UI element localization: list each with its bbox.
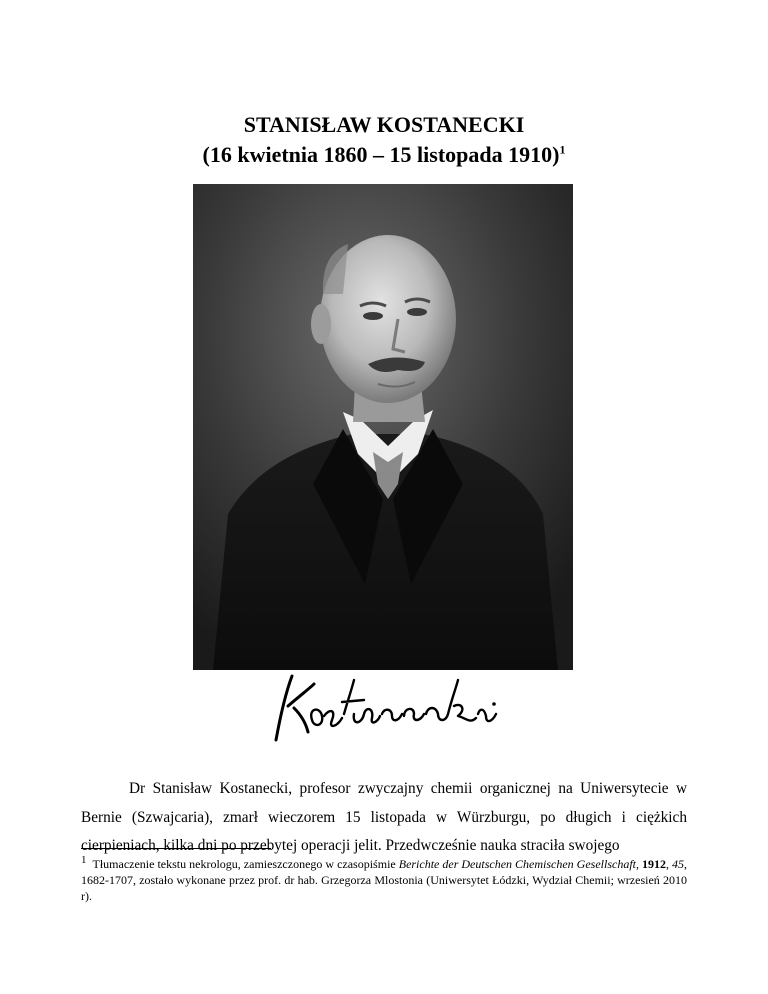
portrait-photo bbox=[193, 184, 573, 670]
footnote-separator bbox=[81, 848, 271, 849]
footnote-journal: Berichte der Deutschen Chemischen Gesellschaft bbox=[398, 857, 637, 871]
handwritten-signature-icon bbox=[258, 670, 508, 746]
signature bbox=[258, 670, 508, 746]
footnote bbox=[81, 856, 687, 904]
title-name: STANISŁAW KOSTANECKI bbox=[243, 112, 525, 137]
title-dates: (16 kwietnia 1860 – 15 listopada 1910) bbox=[202, 142, 560, 167]
footnote-reference[interactable]: 1 bbox=[559, 142, 566, 157]
footnote-year: 1912 bbox=[642, 857, 667, 871]
page-title bbox=[0, 110, 768, 170]
body-paragraph: Dr Stanisław Kostanecki, profesor zwyczajny chemii organicznej na Uniwersytecie w Bernie (Szwajcaria), zmarł wieczorem 15 listopada w Würzburgu, po długich i ciężkich cierpieniach, kilka dni po przebytej operacji jelit. Przedwcześnie nauka straciła swojego bbox=[81, 780, 687, 855]
footnote-text-2: , bbox=[636, 857, 643, 871]
footnote-text-3: , bbox=[666, 857, 673, 871]
footnote-volume: 45 bbox=[672, 857, 685, 871]
portrait-photo-icon bbox=[193, 184, 573, 670]
footnote-number: 1 bbox=[81, 854, 87, 866]
title-dates-line bbox=[0, 140, 768, 170]
footnote-text-1: Tłumaczenie tekstu nekrologu, zamieszczonego w czasopiśmie bbox=[92, 857, 399, 871]
footnote-text-4: , 1682-1707, zostało wykonane przez prof. dr hab. Grzegorza Mlostonia (Uniwersytet Łódzki, Wydział Chemii; wrzesień 2010 r). bbox=[81, 857, 688, 903]
